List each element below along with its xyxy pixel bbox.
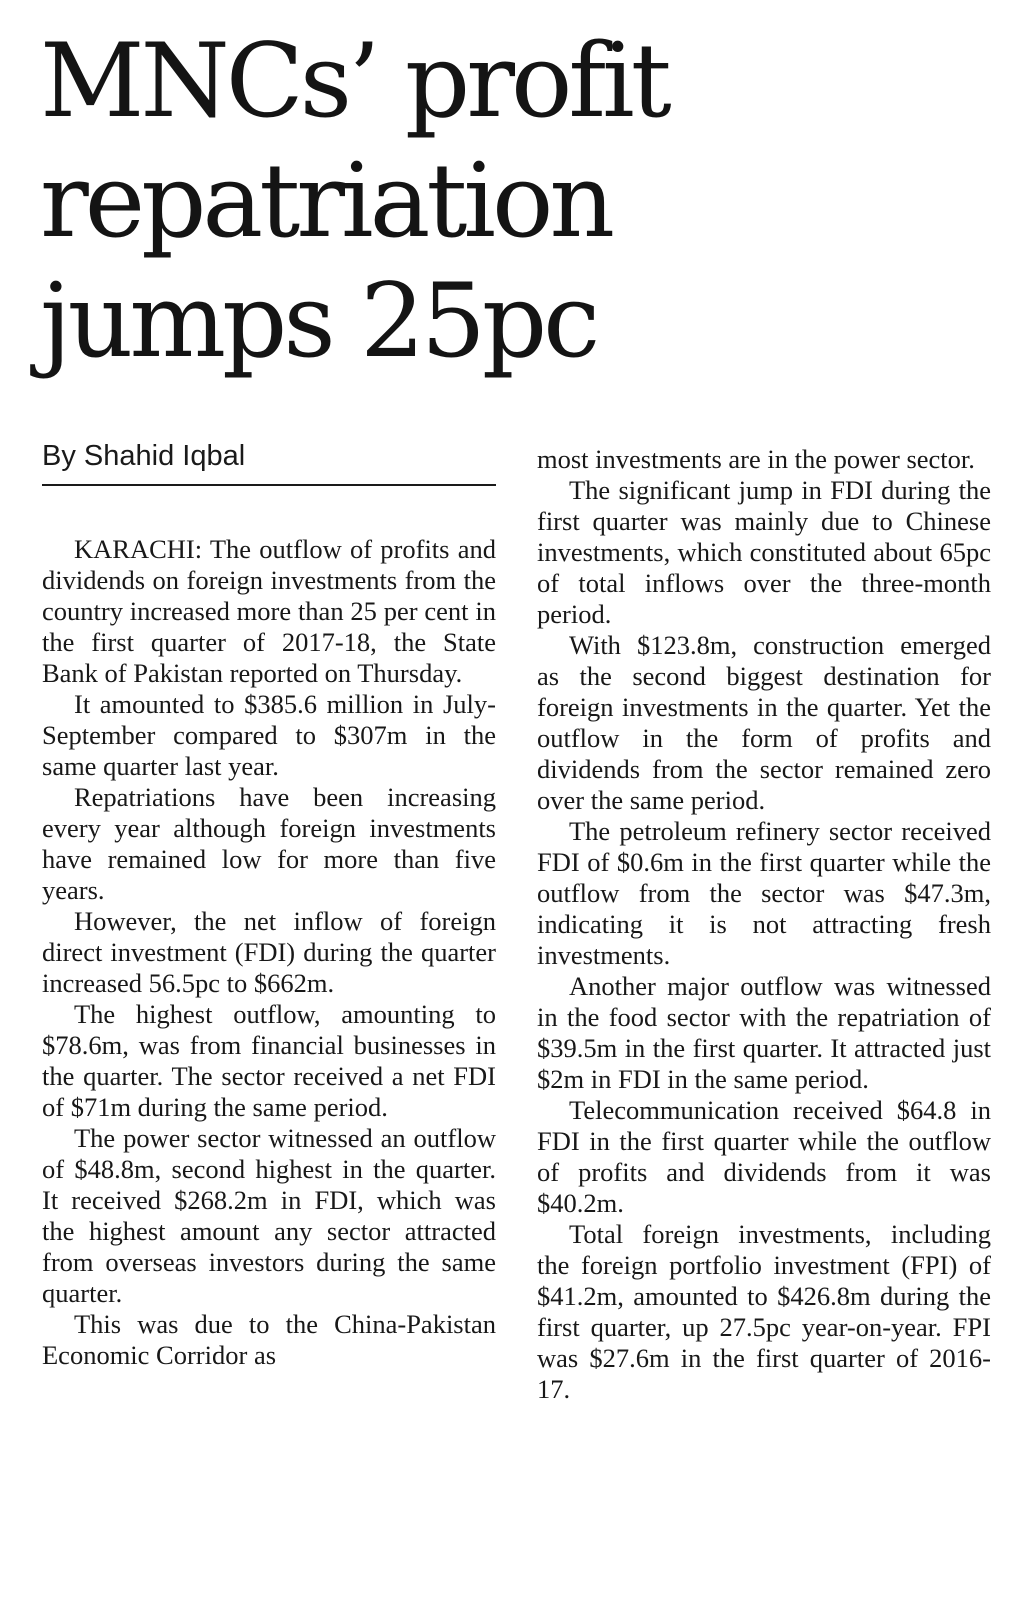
paragraph: The petroleum refinery sector received FDI of $0.6m in the first quarter while the outflow from the sector was $47.3m, indicating it is not attracting fresh investments.: [537, 816, 991, 970]
article-headline: [40, 22, 980, 382]
paragraph: The significant jump in FDI during the first quarter was mainly due to Chinese investments, which constituted about 65pc of total inflows over the three-month period.: [537, 475, 991, 629]
paragraph: Telecommunication received $64.8 in FDI in the first quarter while the outflow of profits and dividends from it was $40.2m.: [537, 1095, 991, 1218]
left-column: [42, 534, 496, 1371]
byline: By Shahid Iqbal: [42, 436, 496, 486]
paragraph: This was due to the China-Pakistan Economic Corridor as: [42, 1309, 496, 1370]
paragraph: Total foreign investments, including the foreign portfolio investment (FPI) of $41.2m, amounted to $426.8m during the first quarter, up 27.5pc year-on-year. FPI was $27.6m in the first quarter of 2016-17.: [537, 1219, 991, 1404]
headline-line: MNCs’ profit: [40, 22, 668, 141]
paragraph: However, the net inflow of foreign direct investment (FDI) during the quarter increased 56.5pc to $662m.: [42, 906, 496, 998]
paragraph: The power sector witnessed an outflow of $48.8m, second highest in the quarter. It received $268.2m in FDI, which was the highest amount any sector attracted from overseas investors during the same quarter.: [42, 1123, 496, 1308]
right-column: [537, 444, 991, 1405]
paragraph: With $123.8m, construction emerged as the second biggest destination for foreign investments in the quarter. Yet the outflow in the form of profits and dividends from the sector remained zero over the same period.: [537, 630, 991, 815]
paragraph-continued: most investments are in the power sector.: [537, 444, 975, 474]
paragraph: Repatriations have been increasing every year although foreign investments have remained low for more than five years.: [42, 782, 496, 905]
headline-line: jumps 25pc: [40, 262, 597, 381]
paragraph: Another major outflow was witnessed in the food sector with the repatriation of $39.5m in the first quarter. It attracted just $2m in FDI in the same period.: [537, 971, 991, 1094]
paragraph: It amounted to $385.6 million in July-September compared to $307m in the same quarter last year.: [42, 689, 496, 781]
headline-line: repatriation: [40, 142, 612, 261]
paragraph: KARACHI: The outflow of profits and dividends on foreign investments from the country increased more than 25 per cent in the first quarter of 2017-18, the State Bank of Pakistan reported on Thursday.: [42, 534, 496, 688]
paragraph: The highest outflow, amounting to $78.6m, was from financial businesses in the quarter. The sector received a net FDI of $71m during the same period.: [42, 999, 496, 1122]
